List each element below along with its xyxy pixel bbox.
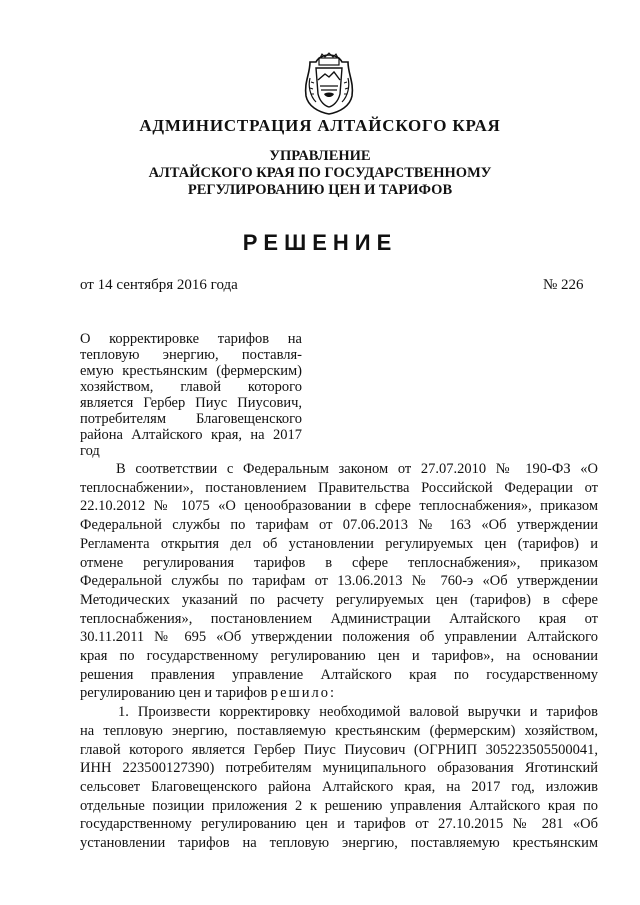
body-line: ИНН 223500127390) потребителям муниципального образования Яготинский	[80, 760, 598, 777]
body-line: 22.10.2012 № 1075 «О ценообразовании в сфере теплоснабжения», приказом	[80, 498, 598, 515]
body-line: главой которого является Гербер Пиус Пиусович (ОГРНИП 305223505500041,	[80, 741, 598, 758]
body-line: установлении тарифов на тепловую энергию, поставляемую крестьянским	[80, 835, 598, 852]
subject-line: год	[80, 443, 100, 459]
organization-name: АДМИНИСТРАЦИЯ АЛТАЙСКОГО КРАЯ	[139, 116, 501, 135]
subject-line: хозяйством, главой которого	[80, 379, 302, 395]
body-line: теплоснабжения», постановлением Администрации Алтайского края от	[80, 610, 598, 627]
department-line: РЕГУЛИРОВАНИЮ ЦЕН И ТАРИФОВ	[187, 182, 453, 198]
body-line: отмене регулирования тарифов в сфере теплоснабжения», приказом	[80, 554, 598, 571]
document-number: № 226	[543, 277, 584, 293]
body-line: на тепловую энергию, поставляемую крестьянским (фермерским) хозяйством,	[80, 722, 598, 739]
department-name	[0, 148, 640, 199]
subject-line: потребителям Благовещенского	[80, 411, 302, 427]
subject-line: района Алтайского края, на 2017	[80, 427, 302, 443]
coat-of-arms-emblem	[302, 52, 356, 116]
department-line: УПРАВЛЕНИЕ	[269, 148, 371, 164]
body-line: Методических указаний по расчету регулируемых цен (тарифов) в сфере	[80, 591, 598, 608]
body-line: теплоснабжении», постановлением Правительства Российской Федерации от	[80, 479, 598, 496]
department-line: АЛТАЙСКОГО КРАЯ ПО ГОСУДАРСТВЕННОМУ	[148, 165, 492, 181]
body-line-text: регулированию цен и тарифов	[80, 685, 268, 702]
body-line: Федеральной службы по тарифам от 07.06.2013 № 163 «Об утверждении	[80, 517, 598, 534]
subject-line: тепловую энергию, поставля-	[80, 347, 302, 363]
body-line: государственному регулированию цен и тарифов от 27.10.2015 № 281 «Об	[80, 816, 598, 833]
body-line: Федеральной службы по тарифам от 13.06.2013 № 760-э «Об утверждении	[80, 573, 598, 590]
document-type-title: РЕШЕНИЕ	[242, 230, 398, 255]
subject-line: емую крестьянским (фермерским)	[80, 363, 302, 379]
body-line: 30.11.2011 № 695 «Об утверждении положения об управлении Алтайского	[80, 629, 598, 646]
body-line: решения правления управление Алтайского края по государственному	[80, 666, 598, 683]
body-line: 1. Произвести корректировку необходимой валовой выручки и тарифов	[118, 704, 598, 721]
body-line: отдельные позиции приложения 2 к решению управления Алтайского края по	[80, 797, 598, 814]
resolution-word: решило:	[270, 685, 336, 702]
body-line: В соответствии с Федеральным законом от 27.07.2010 № 190-ФЗ «О	[116, 461, 598, 477]
body-line: Регламента открытия дел об установлении регулируемых цен (тарифов) и	[80, 535, 598, 552]
body-line: края по государственному регулированию цен и тарифов», на основании	[80, 648, 598, 665]
document-body	[80, 460, 598, 853]
body-line: сельсовет Благовещенского района Алтайского края, на 2017 год, изложив	[80, 778, 598, 795]
subject-line: является Гербер Пиус Пиусович,	[80, 395, 302, 411]
document-date: от 14 сентября 2016 года	[80, 277, 238, 293]
decision-subject	[80, 331, 302, 459]
body-line-resolution	[80, 684, 598, 703]
subject-line: О корректировке тарифов на	[80, 331, 302, 347]
